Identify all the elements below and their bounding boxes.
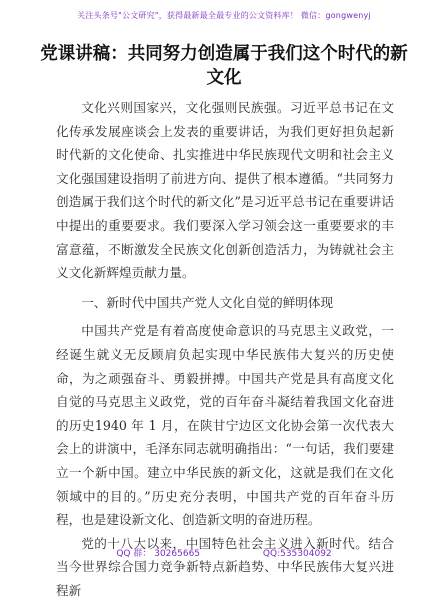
footer: [0, 546, 448, 559]
footer-qq-group: QQ 群： 30265665: [116, 549, 201, 559]
paragraph-new-era: 党的十八大以来，中国特色社会主义进入新时代。结合当今世界综合国力竞争新特点新趋势、中华民族伟大复兴进程新: [56, 535, 394, 598]
section-heading: 一、新时代中国共产党人文化自觉的鲜明体现: [81, 294, 334, 310]
document-body: [56, 96, 394, 602]
paragraph-intro: 文化兴则国家兴，文化强则民族强。习近平总书记在文化传承发展座谈会上发表的重要讲话，为我们更好担负起新时代新的文化使命、扎实推进中华民族现代文明和社会主义文化强国建设指明了前进方向、提供了根本遵循。“共同努力创造属于我们这个时代的新文化”是习近平总书记在重要讲话中提出的重要要求。我们要深入学习领会这一重要要求的丰富意蕴，不断激发全民族文化创新创造活力，为铸就社会主义文化新辉煌贡献力量。: [56, 100, 394, 281]
header-note: 关注头条号"公文研究"，获得最新最全最专业的公文资料库！ 微信：gongwenyj: [77, 11, 371, 20]
document-title: 党课讲稿：共同努力创造属于我们这个时代的新文化: [40, 44, 408, 88]
paragraph-party: 中国共产党是有着高度使命意识的马克思主义政党，一经诞生就义无反顾肩负起实现中华民族伟大复兴的历史使命，为之顽强奋斗、勇毅拼搏。中国共产党是具有高度文化自觉的马克思主义政党，党的百年奋斗凝结着我国文化奋进的历史1940 年 1 月，在陕甘宁边区文化协会第一次代表大会上的讲演中，毛泽东同志就明确指出：“一句话，我们要建立一个新中国。建立中华民族的新文化，这就是我们在文化领域中的目的。”历史充分表明，中国共产党的百年奋斗历程，也是建设新文化、创造新文明的奋进历程。: [56, 323, 394, 528]
footer-qq: QQ:535304092: [262, 549, 332, 559]
